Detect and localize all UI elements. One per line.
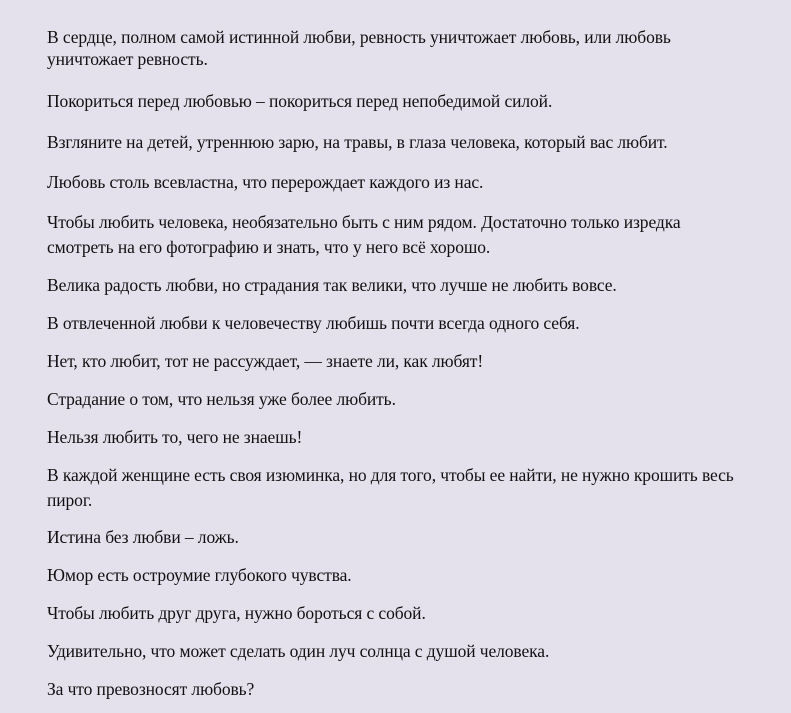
quote-paragraph: В сердце, полном самой истинной любви, ревность уничтожает любовь, или любовь уничтожает ревность.	[47, 27, 671, 69]
quote-paragraph: Юмор есть остроумие глубокого чувства.	[47, 565, 352, 585]
quote-paragraph: Любовь столь всевластна, что перерождает каждого из нас.	[47, 172, 484, 192]
quote-paragraph: Чтобы любить друг друга, нужно бороться с собой.	[47, 603, 426, 623]
quote-paragraph: Нельзя любить то, чего не знаешь!	[47, 427, 303, 447]
quote-paragraph: Страдание о том, что нельзя уже более любить.	[47, 389, 396, 409]
quote-paragraph: Велика радость любви, но страдания так велики, что лучше не любить вовсе.	[47, 275, 617, 295]
quote-paragraph: Покориться перед любовью – покориться перед непобедимой силой.	[47, 91, 553, 111]
quote-paragraph: Истина без любви – ложь.	[47, 527, 239, 547]
quote-paragraph: Чтобы любить человека, необязательно быть с ним рядом. Достаточно только изредка смотреть на его фотографию и знать, что у него всё хорошо.	[47, 212, 681, 257]
quote-paragraph: За что превозносят любовь?	[47, 679, 255, 699]
quote-paragraph: Взгляните на детей, утреннюю зарю, на травы, в глаза человека, который вас любит.	[47, 132, 668, 152]
quote-paragraph: В каждой женщине есть своя изюминка, но для того, чтобы ее найти, не нужно крошить весь пирог.	[47, 465, 734, 510]
quote-paragraph: В отвлеченной любви к человечеству любишь почти всегда одного себя.	[47, 313, 580, 333]
quote-paragraph: Нет, кто любит, тот не рассуждает, — знаете ли, как любят!	[47, 351, 484, 371]
quote-paragraph: Удивительно, что может сделать один луч солнца с душой человека.	[47, 641, 550, 661]
